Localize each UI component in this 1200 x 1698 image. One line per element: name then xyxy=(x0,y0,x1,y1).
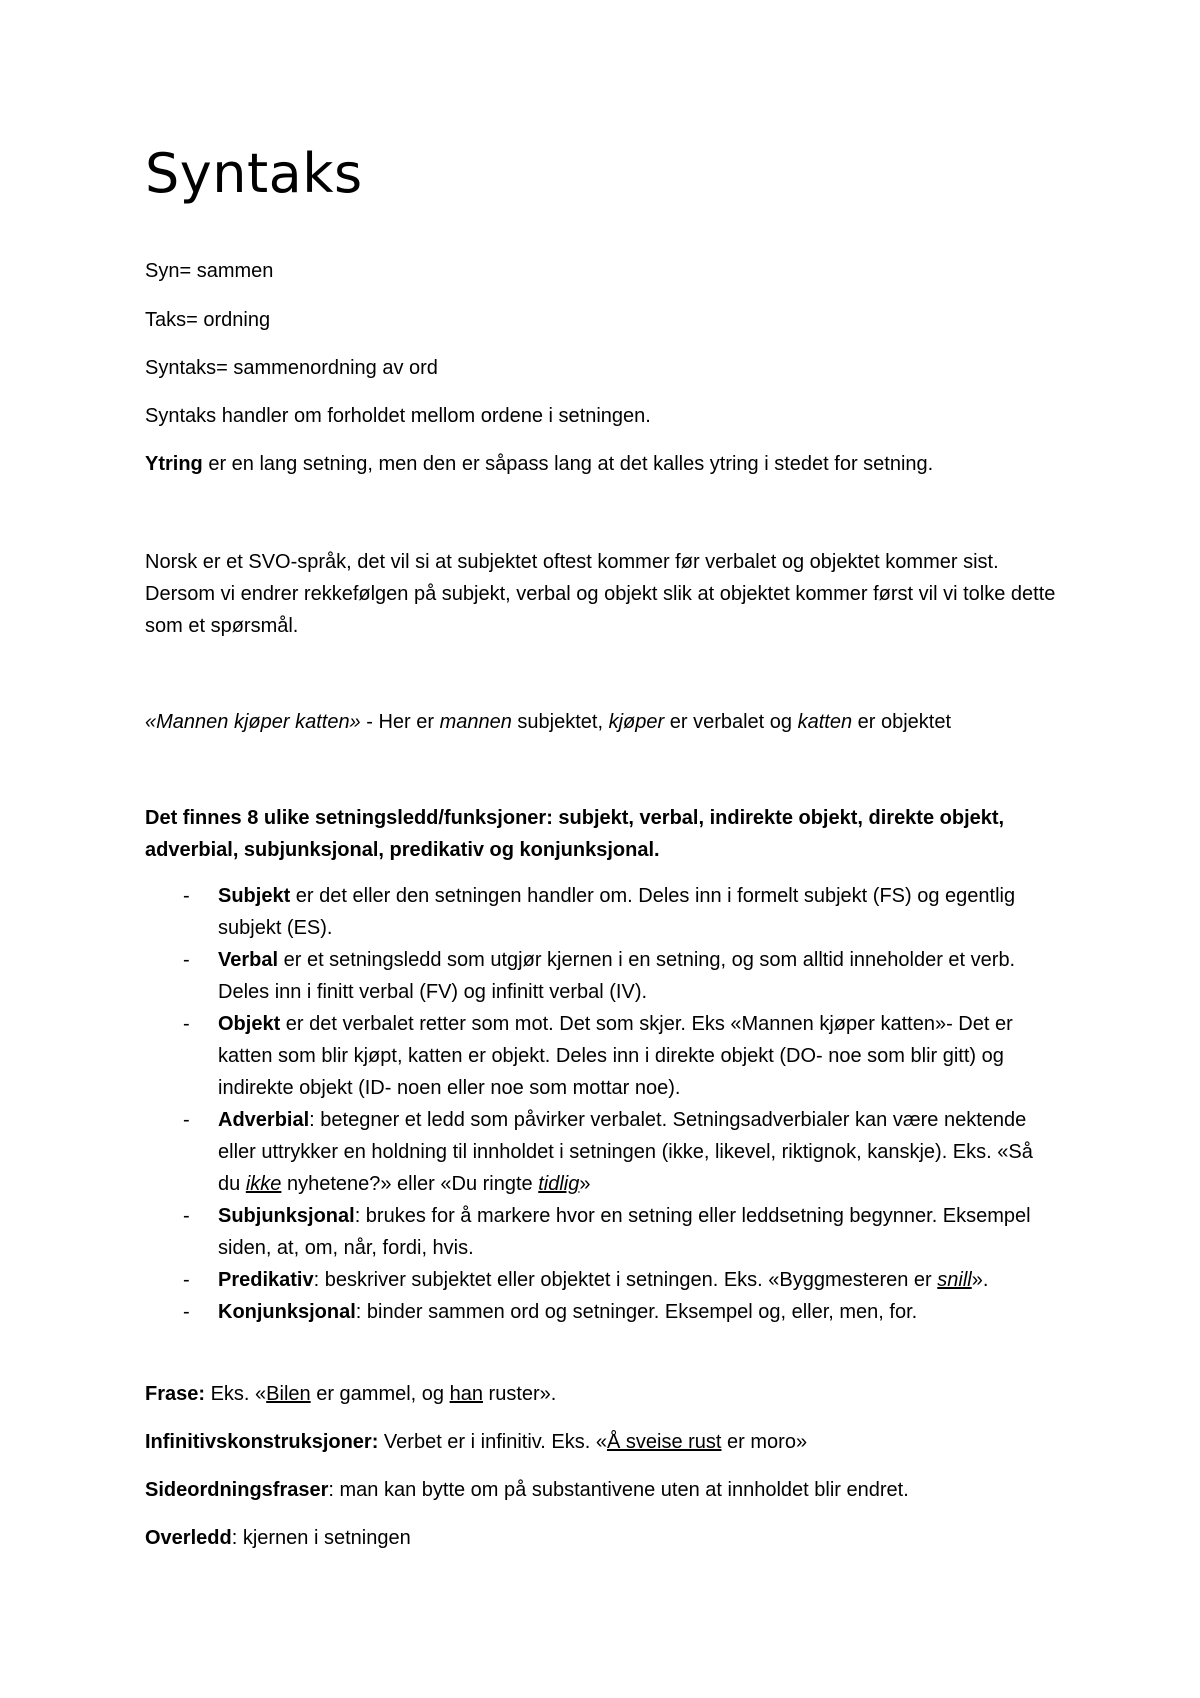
list-text: er det verbalet retter som mot. Det som skjer. Eks «Mannen kjøper katten»- Det er katten som blir kjøpt, katten er objekt. Deles inn i direkte objekt (DO- noe som blir gitt) og indirekte objekt (ID- noen eller noe som mottar noe). xyxy=(218,1013,1013,1099)
dash-bullet: - xyxy=(183,1269,190,1291)
list-text: : beskriver subjektet eller objektet i setningen. Eks. «Byggmesteren er xyxy=(313,1269,938,1291)
sideordning-term: Sideordningsfraser xyxy=(145,1479,329,1501)
list-item-konjunksjonal xyxy=(145,1296,1065,1328)
ytring-paragraph xyxy=(145,448,933,480)
list-text: er det eller den setningen handler om. Deles inn i formelt subjekt (FS) og egentlig subjekt (ES). xyxy=(218,885,1016,939)
sideordning-text: : man kan bytte om på substantivene uten at innholdet blir endret. xyxy=(328,1479,909,1501)
frase-word-bilen: Bilen xyxy=(266,1383,311,1405)
example-text-3: er verbalet og xyxy=(664,711,798,733)
list-text-2: nyhetene?» eller «Du ringte xyxy=(281,1173,539,1195)
svo-paragraph: Norsk er et SVO-språk, det vil si at subjektet oftest kommer før verbalet og objektet kommer sist. Dersom vi endrer rekkefølgen på subjekt, verbal og objekt slik at objektet kommer først vil vi tolke dette som et spørsmål. xyxy=(145,551,1056,637)
dash-bullet: - xyxy=(183,1013,190,1035)
infinitiv-text-1: Verbet er i infinitiv. Eks. « xyxy=(378,1431,607,1453)
def-syn: Syn= sammen xyxy=(145,260,274,282)
list-text: : binder sammen ord og setninger. Eksempel og, eller, men, for. xyxy=(355,1301,918,1323)
frase-word-han: han xyxy=(449,1383,483,1405)
frase-term: Frase: xyxy=(145,1383,206,1405)
overledd-paragraph xyxy=(145,1522,411,1554)
ytring-term: Ytring xyxy=(145,453,203,475)
list-text: : betegner et ledd som påvirker verbalet. Setningsadverbialer kan være nektende eller uttrykker en holdning til innholdet i setningen (ikke, likevel, riktignok, kanskje). Eks. «Så du xyxy=(218,1109,1033,1195)
list-text-2: ». xyxy=(971,1269,989,1291)
frase-text-3: ruster». xyxy=(482,1383,557,1405)
frase-text-1: Eks. « xyxy=(205,1383,267,1405)
list-text: er et setningsledd som utgjør kjernen i en setning, og som alltid inneholder et verb. Deles inn i finitt verbal (FV) og infinitt verbal (IV). xyxy=(218,949,1016,1003)
list-item-verbal xyxy=(145,944,1065,1008)
list-term: Konjunksjonal xyxy=(218,1301,356,1323)
example-text-4: er objektet xyxy=(852,711,952,733)
dash-bullet: - xyxy=(183,949,190,971)
example-text-1: - Her er xyxy=(360,711,440,733)
list-term: Adverbial xyxy=(218,1109,310,1131)
list-term: Predikativ xyxy=(218,1269,314,1291)
overledd-text: : kjernen i setningen xyxy=(231,1527,411,1549)
list-item-subjekt xyxy=(145,880,1065,944)
list-item-predikativ xyxy=(145,1264,1065,1296)
list-text: : brukes for å markere hvor en setning eller leddsetning begynner. Eksempel siden, at, om, når, fordi, hvis. xyxy=(218,1205,1031,1259)
list-term: Subjekt xyxy=(218,885,291,907)
def-taks: Taks= ordning xyxy=(145,309,271,331)
infinitiv-text-2: er moro» xyxy=(721,1431,808,1453)
list-word-tidlig: tidlig xyxy=(538,1173,580,1195)
example-word-katten: katten xyxy=(797,711,853,733)
list-item-subjunksjonal xyxy=(145,1200,1065,1264)
dash-bullet: - xyxy=(183,1301,190,1323)
infinitiv-phrase: Å sveise rust xyxy=(607,1431,722,1453)
example-paragraph xyxy=(145,706,951,738)
dash-bullet: - xyxy=(183,1109,190,1131)
list-item-adverbial xyxy=(145,1104,1065,1200)
def-syntaks: Syntaks= sammenordning av ord xyxy=(145,357,438,379)
ytring-text: er en lang setning, men den er såpass lang at det kalles ytring i stedet for setning. xyxy=(202,453,934,475)
list-item-objekt xyxy=(145,1008,1065,1104)
example-quote: «Mannen kjøper katten» xyxy=(145,711,361,733)
example-text-2: subjektet, xyxy=(511,711,609,733)
infinitiv-term: Infinitivskonstruksjoner: xyxy=(145,1431,379,1453)
infinitiv-paragraph xyxy=(145,1426,807,1458)
list-word-ikke: ikke xyxy=(245,1173,282,1195)
list-term: Verbal xyxy=(218,949,279,971)
list-term: Objekt xyxy=(218,1013,281,1035)
list-word-snill: snill xyxy=(937,1269,972,1291)
list-text-3: » xyxy=(579,1173,591,1195)
sideordning-paragraph xyxy=(145,1474,909,1506)
setningsledd-intro: Det finnes 8 ulike setningsledd/funksjoner: subjekt, verbal, indirekte objekt, direkte objekt, adverbial, subjunksjonal, predikativ og konjunksjonal. xyxy=(145,807,1005,861)
example-word-mannen: mannen xyxy=(439,711,512,733)
frase-text-2: er gammel, og xyxy=(310,1383,450,1405)
page-title: Syntaks xyxy=(145,142,363,205)
frase-paragraph xyxy=(145,1378,556,1410)
example-word-kjoper: kjøper xyxy=(608,711,665,733)
dash-bullet: - xyxy=(183,885,190,907)
dash-bullet: - xyxy=(183,1205,190,1227)
def-handler: Syntaks handler om forholdet mellom ordene i setningen. xyxy=(145,405,651,427)
overledd-term: Overledd xyxy=(145,1527,232,1549)
list-term: Subjunksjonal xyxy=(218,1205,355,1227)
setningsledd-list xyxy=(145,880,1065,1328)
